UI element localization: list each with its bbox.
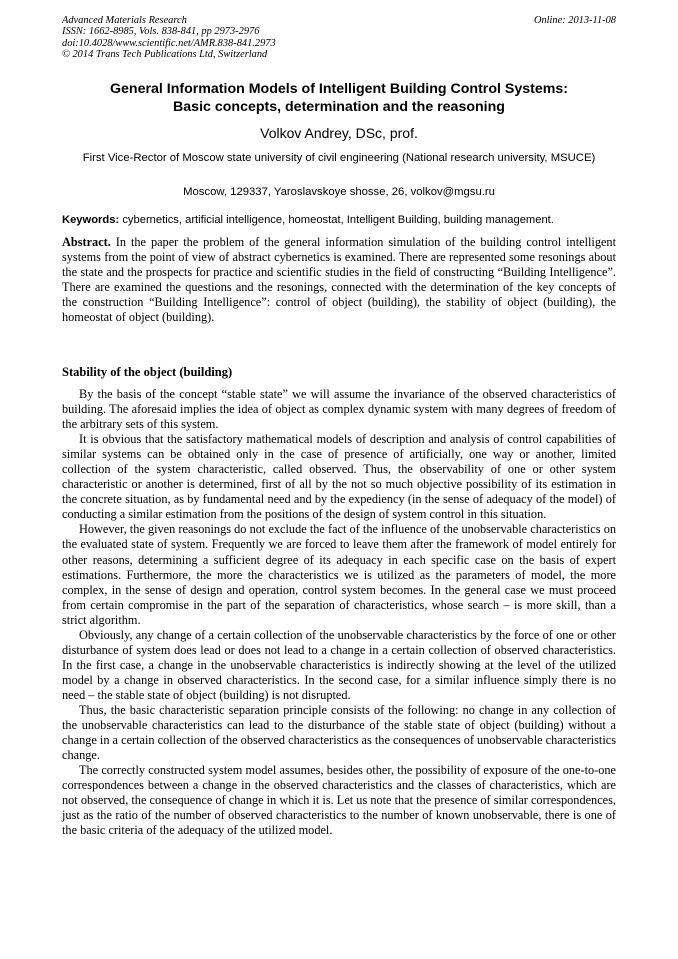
author-affiliation: First Vice-Rector of Moscow state university of civil engineering (National research university, MSUCE) [82,152,596,164]
abstract-text: In the paper the problem of the general information simulation of the building control intelligent systems from the point of view of abstract cybernetics is examined. There are represented some resonings about the state and the prospects for practice and scientific studies in the field of constructing “Building Intelligence”. There are examined the questions and the resonings, connected with the determination of the key concepts of the construction “Building Intelligence”: control of object (building), the stability of object (building), the homeostat of object (building). [62,235,616,325]
body-paragraph: Obviously, any change of a certain collection of the unobservable characteristics by the force of one or other disturbance of system does lead or does not lead to a change in a certain collection of observed characteristics. In the first case, a change in the unobservable characteristics is indirectly showing at the level of the utilized model by a change in observed characteristics. In the second case, for a similar influence simply there is no need – the stable state of object (building) is not disrupted. [62,627,616,702]
online-date: Online: 2013-11-08 [533,15,616,26]
body-paragraph: Thus, the basic characteristic separation principle consists of the following: no change in any collection of the unobservable characteristics can lead to the disturbance of the stable state of object (building) without a change in a certain collection of the observed characteristics as the consequences of unobservable characteristics change. [62,702,616,763]
journal-name: Advanced Materials Research [62,15,187,26]
journal-header [62,15,616,65]
paper-title [62,80,616,116]
copyright-line: © 2014 Trans Tech Publications Ltd, Switzerland [62,48,268,60]
section-heading: Stability of the object (building) [62,365,233,379]
section-body [62,387,616,838]
body-paragraph: However, the given reasonings do not exclude the fact of the influence of the unobservable characteristics on the evaluated state of system. Frequently we are forced to leave them after the framework of model entirely for other reasons, determining a sufficient degree of its adequacy in each specific case on the basis of expert estimations. Furthermore, the more the characteristics we is utilized as the parameters of model, the more complex, in the sense of design and operation, control system becomes. In the general case we must proceed from certain compromise in the part of the separation of characteristics, whose search – is more skill, than a strict algorithm. [62,522,616,627]
keywords [62,213,622,227]
doi-line: doi:10.4028/www.scientific.net/AMR.838-841.2973 [62,37,276,49]
publication-info [62,15,276,60]
keywords-text: cybernetics, artificial intelligence, homeostat, Intelligent Building, building management. [122,214,554,226]
issn-line: ISSN: 1662-8985, Vols. 838-841, pp 2973-2976 [62,26,260,38]
body-paragraph: By the basis of the concept “stable state” we will assume the invariance of the observed characteristics of building. The aforesaid implies the idea of object as complex dynamic system with many degrees of freedom of the arbitrary sets of this system. [62,387,616,432]
author-name: Volkov Andrey, DSc, prof. [260,125,418,141]
abstract [62,235,616,326]
title-line-2: Basic concepts, determination and the reasoning [173,99,505,115]
abstract-label: Abstract. [62,235,111,249]
author-address: Moscow, 129337, Yaroslavskoye shosse, 26, volkov@mgsu.ru [183,186,495,198]
body-paragraph: The correctly constructed system model assumes, besides other, the possibility of exposure of the one-to-one correspondences between a change in the observed characteristics and the classes of characteristics, which are not observed, the consequence of change in which it is. Let us note that the presence of similar correspondences, just as the ratio of the number of observed characteristics to the number of known unobservable, there is one of the basic criteria of the adequacy of the utilized model. [62,763,616,838]
keywords-label: Keywords: [62,214,120,226]
title-line-1: General Information Models of Intelligent Building Control Systems: [110,81,568,97]
body-paragraph: It is obvious that the satisfactory mathematical models of description and analysis of control capabilities of similar systems can be obtained only in the case of presence of artificially, one way or another, limited collection of the system characteristic, called observed. Thus, the observability of one or other system characteristic or another is determined, first of all by the not so much objective possibility of its estimation in the concrete situation, as by fundamental need and by the expediency (in the sense of adequacy of the model) of conducting a similar estimation from the positions of the design of system control in this situation. [62,432,616,522]
